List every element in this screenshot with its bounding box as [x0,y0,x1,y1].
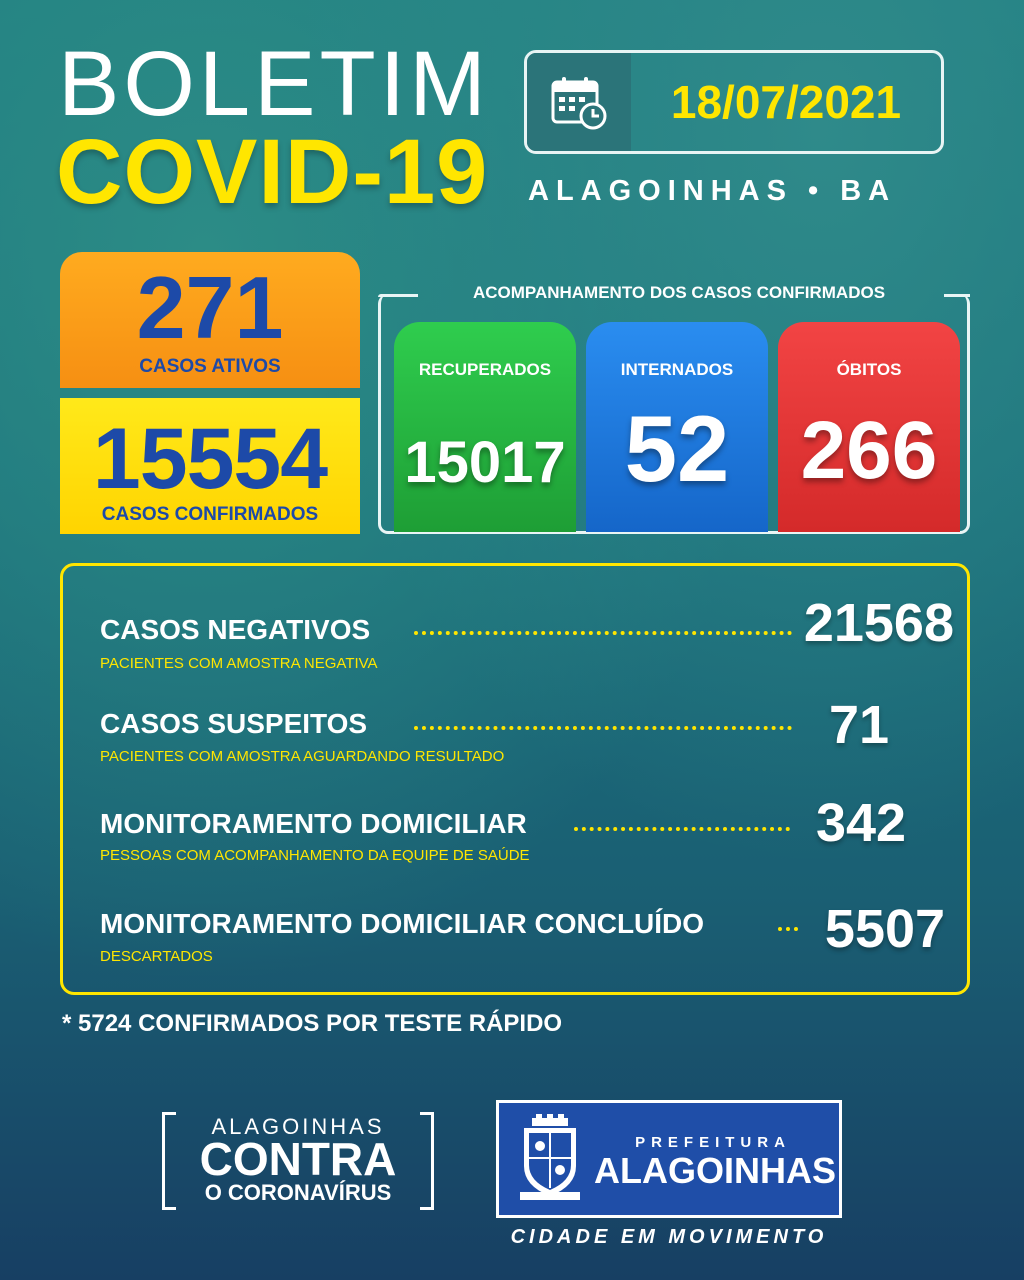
deaths-label: ÓBITOS [836,360,902,379]
tracking-title: ACOMPANHAMENTO DOS CASOS CONFIRMADOS [472,283,886,302]
city-slogan: CIDADE EM MOVIMENTO [510,1226,828,1248]
active-cases-card [60,252,360,388]
home-monitoring-leader [574,827,790,831]
confirmed-cases-label: CASOS CONFIRMADOS [101,504,319,525]
suspected-cases-title: CASOS SUSPEITOS [100,708,368,739]
tracking-frame-top-right [944,294,970,297]
active-cases-value: 271 [136,258,284,357]
suspected-cases-leader [414,726,792,730]
covid-title: COVID-19 [56,121,489,223]
report-date: 18/07/2021 [670,76,902,128]
rapid-test-footnote: * 5724 CONFIRMADOS POR TESTE RÁPIDO [62,1010,563,1037]
bulletin-title: BOLETIM [58,33,490,135]
negative-cases-subtitle: PACIENTES COM AMOSTRA NEGATIVA [100,655,378,672]
prefeitura-label: PREFEITURA [635,1134,791,1151]
home-monitoring-done-subtitle: DESCARTADOS [100,948,213,965]
home-monitoring-done-title: MONITORAMENTO DOMICILIAR CONCLUÍDO [100,908,705,939]
prefeitura-city: ALAGOINHAS [594,1150,836,1191]
negative-cases-leader [414,631,792,635]
active-cases-label: CASOS ATIVOS [139,356,281,377]
negative-cases-value: 21568 [803,593,954,653]
hospitalized-label: INTERNADOS [620,360,734,379]
date-box [524,50,944,154]
home-monitoring-subtitle: PESSOAS COM ACOMPANHAMENTO DA EQUIPE DE SAÚDE [100,847,530,864]
hospitalized-value: 52 [624,396,730,501]
hospitalized-card [586,322,768,532]
suspected-cases-subtitle: PACIENTES COM AMOSTRA AGUARDANDO RESULTADO [100,748,505,765]
city-crest-icon [516,1114,584,1202]
campaign-contra: CONTRA [199,1133,397,1185]
home-monitoring-done-leader [778,927,798,931]
suspected-cases-value: 71 [828,695,890,755]
location: ALAGOINHAS • BA [528,175,897,207]
campaign-city: ALAGOINHAS [211,1114,385,1139]
calendar-icon [527,53,631,151]
deaths-value: 266 [800,405,938,496]
recovered-card [394,322,576,532]
confirmed-cases-card [60,398,360,534]
campaign-coronavirus: O CORONAVÍRUS [204,1180,392,1205]
recovered-label: RECUPERADOS [418,360,552,379]
home-monitoring-value: 342 [815,793,907,853]
home-monitoring-title: MONITORAMENTO DOMICILIAR [100,808,527,839]
home-monitoring-done-value: 5507 [824,899,946,959]
tracking-frame-top-left [378,294,418,297]
deaths-card [778,322,960,532]
negative-cases-title: CASOS NEGATIVOS [100,614,371,645]
recovered-value: 15017 [404,430,566,495]
confirmed-cases-value: 15554 [92,411,328,507]
